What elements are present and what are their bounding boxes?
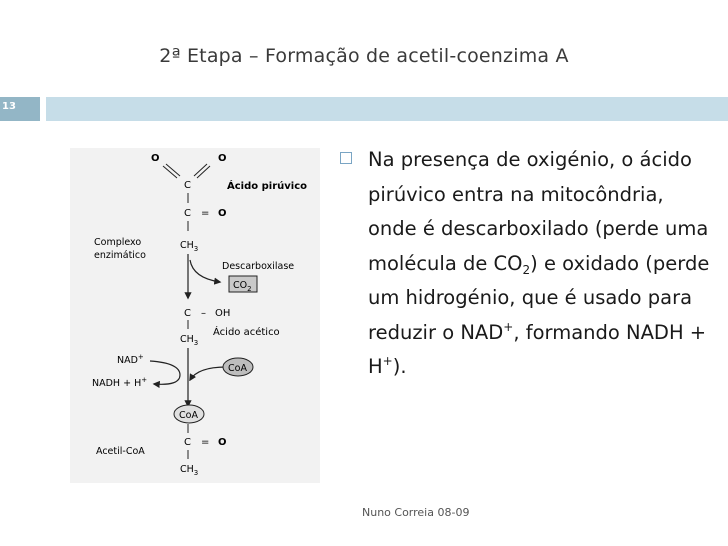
carbon-2-label: C [184, 208, 191, 219]
carbon-3-label: C [184, 308, 191, 319]
acetic-acid-label: Ácido acético [213, 327, 280, 338]
methyl-c-label: $CH_3$ [180, 464, 199, 477]
slide-number: 13 [2, 101, 16, 112]
double-bond-equals-2: = [201, 437, 210, 448]
single-bond-dash: – [201, 308, 206, 319]
acetyl-coa-label: Acetil-CoA [96, 446, 145, 457]
methyl-b-label: $CH_3$ [180, 334, 199, 347]
header-band [46, 97, 728, 121]
diagram-background [70, 148, 320, 483]
acetyl-coa-formation-diagram [70, 148, 320, 483]
carbon-1-label: C [184, 180, 191, 191]
slide-title: 2ª Etapa – Formação de acetil-coenzima A [159, 45, 569, 67]
bullet-square-icon [340, 152, 352, 164]
nadh-label: NADH + H+ [92, 376, 148, 389]
slide-number-box [0, 97, 40, 121]
coa-right-label: CoA [228, 363, 247, 374]
co2-label: $CO_2$ [233, 280, 252, 293]
oxygen-4-label: O [218, 437, 227, 448]
oxygen-right-label: O [218, 153, 227, 164]
coa-middle-label: CoA [179, 410, 198, 421]
enzyme-complex-label-line1: Complexo [94, 237, 142, 248]
oxygen-left-label: O [151, 153, 160, 164]
slide-footer: Nuno Correia 08-09 [362, 506, 470, 519]
methyl-a-label: $CH_3$ [180, 240, 199, 253]
carbon-4-label: C [184, 437, 191, 448]
decarboxylase-label: Descarboxilase [222, 261, 295, 272]
oxygen-3-label: O [218, 208, 227, 219]
bullet-text: Na presença de oxigénio, o ácido pirúvico entra na mitocôndria, onde é descarboxilado (perde uma molécula de $CO_2$) e oxidado (perde um hidrogénio, que é usado para reduzir o NAD+, formando NADH + H+). [368, 148, 710, 378]
pyruvic-acid-label: Ácido pirúvico [227, 181, 307, 192]
hydroxyl-label: OH [215, 308, 231, 319]
enzyme-complex-label-line2: enzimático [94, 250, 146, 261]
double-bond-equals-1: = [201, 208, 210, 219]
nad-label: NAD+ [117, 353, 144, 366]
